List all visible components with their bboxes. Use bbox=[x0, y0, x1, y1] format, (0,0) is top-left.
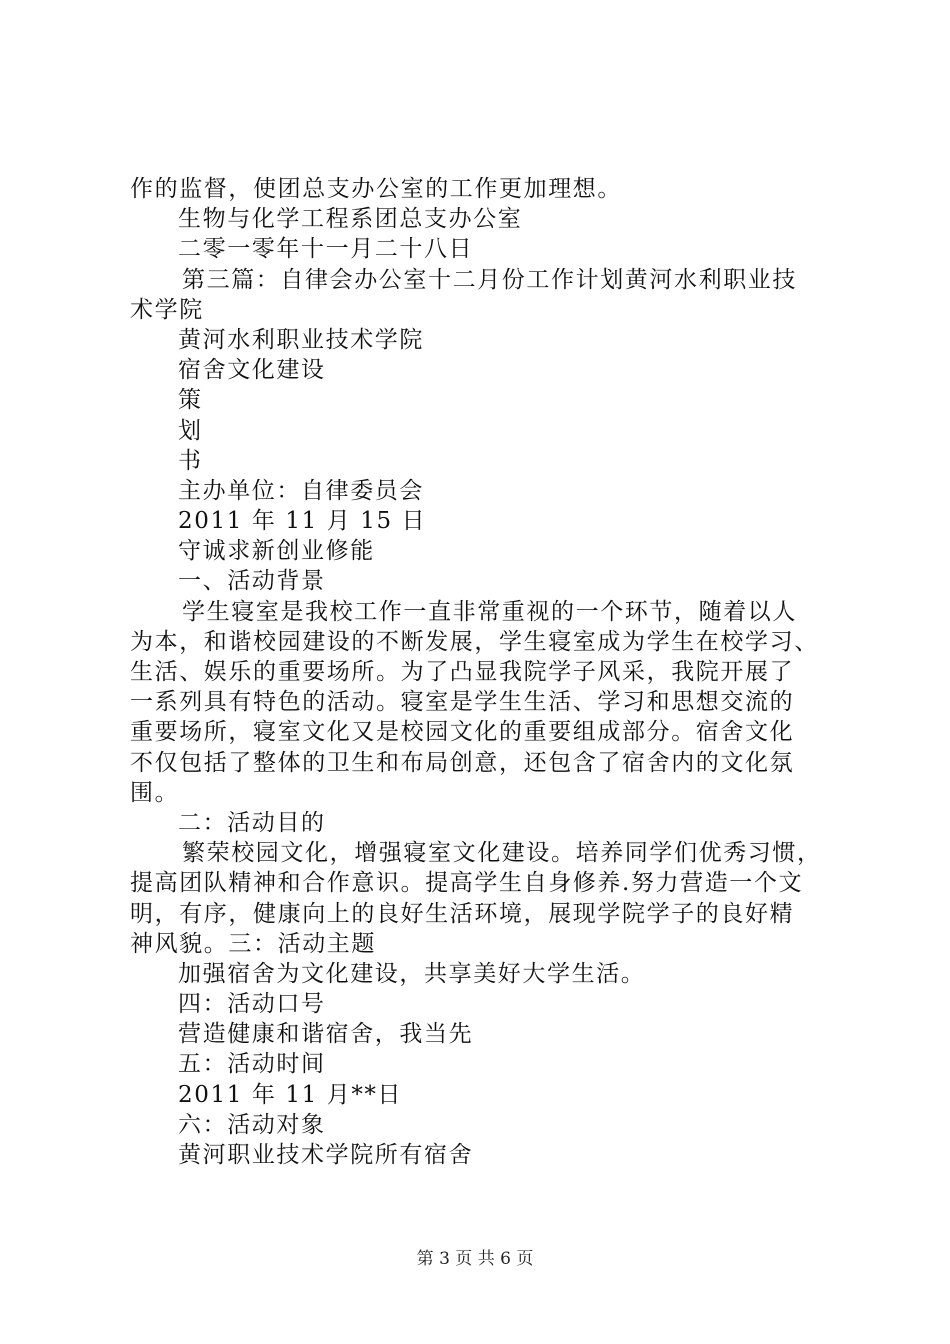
text-line: 主办单位：自律委员会 bbox=[178, 477, 424, 504]
paragraph-line: 为本，和谐校园建设的不断发展，学生寝室成为学生在校学习、 bbox=[130, 628, 819, 655]
paragraph-line: 提高团队精神和合作意识。提高学生自身修养.努力营造一个文 bbox=[130, 870, 804, 897]
date-line: 2011 年 11 月 15 日 bbox=[178, 508, 427, 535]
text-line: 黄河职业技术学院所有宿舍 bbox=[178, 1142, 474, 1168]
section-heading: 五：活动时间 bbox=[178, 1051, 326, 1078]
paragraph-line: 生活、娱乐的重要场所。为了凸显我院学子风采，我院开展了 bbox=[130, 659, 795, 685]
document-body bbox=[130, 174, 830, 1170]
section-heading: 一、活动背景 bbox=[178, 568, 326, 595]
text-line: 划 bbox=[178, 417, 203, 444]
text-line: 宿舍文化建设 bbox=[178, 357, 326, 384]
text-line: 作的监督，使团总支办公室的工作更加理想。 bbox=[130, 176, 622, 202]
paragraph-line: 围。 bbox=[130, 779, 180, 806]
text-line: 二零一零年十一月二十八日 bbox=[178, 236, 474, 263]
text-line: 黄河水利职业技术学院 bbox=[178, 326, 424, 353]
section-heading: 六：活动对象 bbox=[178, 1111, 326, 1138]
paragraph-line: 明，有序，健康向上的良好生活环境，展现学院学子的良好精 bbox=[130, 900, 795, 927]
text-line: 营造健康和谐宿舍，我当先 bbox=[178, 1021, 474, 1048]
paragraph-line: 学生寝室是我校工作一直非常重视的一个环节，随着以人 bbox=[182, 598, 797, 625]
section-heading: 术学院 bbox=[130, 296, 204, 323]
paragraph-line: 一系列具有特色的活动。寝室是学生生活、学习和思想交流的 bbox=[130, 689, 795, 716]
paragraph-line: 不仅包括了整体的卫生和布局创意，还包含了宿舍内的文化氛 bbox=[130, 749, 795, 776]
page-number: 第 3 页 共 6 页 bbox=[416, 1249, 534, 1269]
paragraph-line: 繁荣校园文化，增强寝室文化建设。培养同学们优秀习惯， bbox=[182, 840, 822, 867]
text-line: 策 bbox=[178, 387, 203, 414]
text-line: 加强宿舍为文化建设，共享美好大学生活。 bbox=[178, 960, 646, 987]
section-heading: 第三篇：自律会办公室十二月份工作计划黄河水利职业技 bbox=[182, 266, 797, 293]
section-heading: 二：活动目的 bbox=[178, 809, 326, 836]
date-line: 2011 年 11 月**日 bbox=[178, 1081, 403, 1108]
section-heading: 四：活动口号 bbox=[178, 991, 326, 1018]
text-line: 守诚求新创业修能 bbox=[178, 538, 375, 565]
text-line: 书 bbox=[178, 447, 203, 474]
paragraph-line: 神风貌。三：活动主题 bbox=[130, 930, 376, 957]
text-line: 生物与化学工程系团总支办公室 bbox=[178, 206, 523, 233]
paragraph-line: 重要场所，寝室文化又是校园文化的重要组成部分。宿舍文化 bbox=[130, 719, 795, 746]
page-footer bbox=[0, 1244, 950, 1269]
